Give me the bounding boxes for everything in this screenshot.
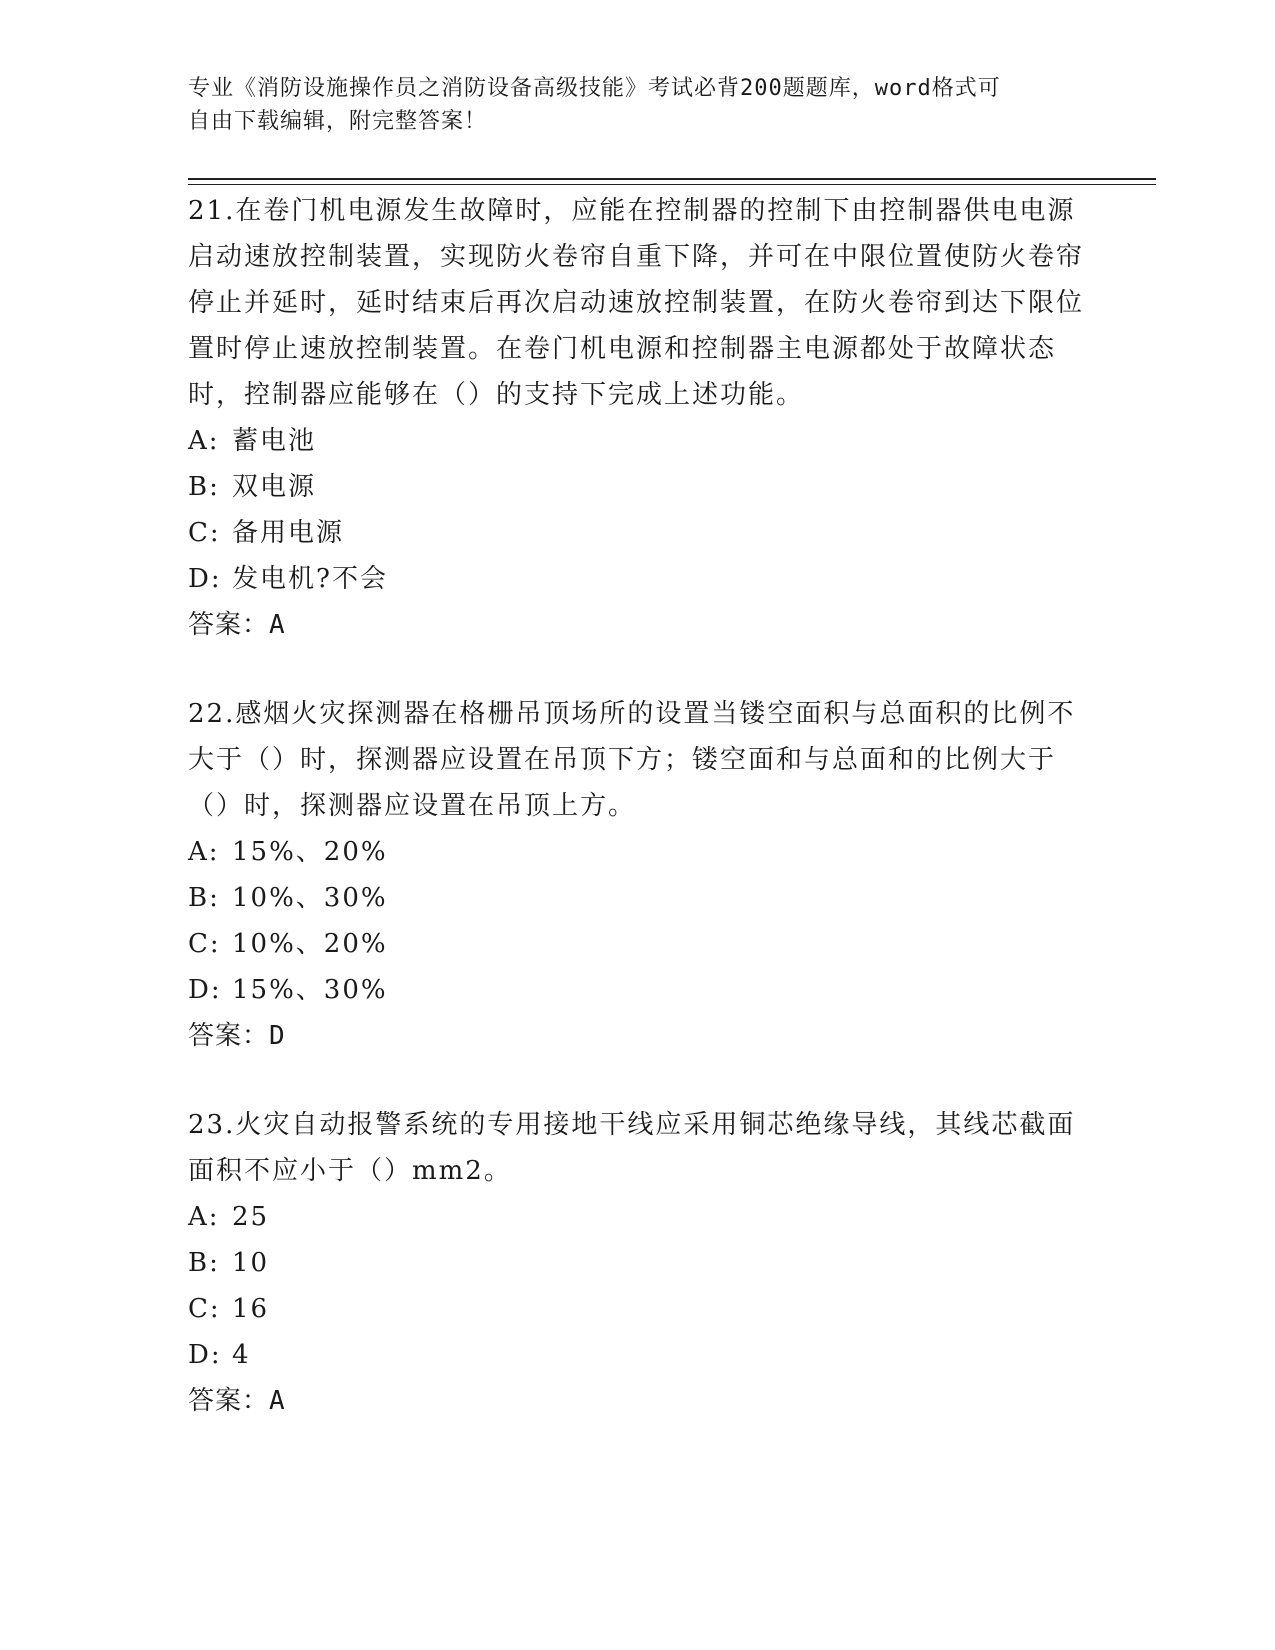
option-b xyxy=(188,1240,1088,1286)
answer-line: 答案：A xyxy=(188,610,286,640)
option-letter: C: xyxy=(188,518,221,548)
option-text: 蓄电池 xyxy=(232,426,317,456)
option-c xyxy=(188,1286,1088,1332)
question-stem: 23.火灾自动报警系统的专用接地干线应采用铜芯绝缘导线，其线芯截面面积不应小于（）mm2。 xyxy=(188,1110,1076,1186)
option-text: 双电源 xyxy=(232,472,317,502)
option-letter: B: xyxy=(188,883,220,913)
option-letter: D: xyxy=(188,564,222,594)
option-text: 10 xyxy=(232,1248,270,1278)
question-stem: 22.感烟火灾探测器在格栅吊顶场所的设置当镂空面积与总面积的比例不大于（）时，探测器应设置在吊顶下方；镂空面和与总面和的比例大于（）时，探测器应设置在吊顶上方。 xyxy=(188,699,1076,821)
option-a xyxy=(188,1194,1088,1240)
option-text: 10%、30% xyxy=(232,883,388,913)
option-text: 25 xyxy=(232,1202,270,1232)
option-letter: C: xyxy=(188,929,221,959)
option-a xyxy=(188,829,1088,875)
option-text: 16 xyxy=(232,1294,270,1324)
question-22 xyxy=(188,691,1088,1059)
question-23 xyxy=(188,1102,1088,1424)
option-letter: D: xyxy=(188,1340,222,1370)
option-letter: D: xyxy=(188,975,222,1005)
option-letter: C: xyxy=(188,1294,221,1324)
option-c xyxy=(188,510,1088,556)
header-line-2: 自由下载编辑，附完整答案！ xyxy=(188,109,488,134)
option-letter: A: xyxy=(188,837,220,867)
option-text: 发电机?不会 xyxy=(232,564,388,594)
option-b xyxy=(188,464,1088,510)
option-text: 15%、20% xyxy=(232,837,388,867)
answer-line: 答案：D xyxy=(188,1021,286,1051)
option-d xyxy=(188,556,1088,602)
option-letter: A: xyxy=(188,426,220,456)
option-d xyxy=(188,967,1088,1013)
option-text: 10%、20% xyxy=(232,929,388,959)
answer-line: 答案：A xyxy=(188,1386,286,1416)
question-stem: 21.在卷门机电源发生故障时，应能在控制器的控制下由控制器供电电源启动速放控制装置，实现防火卷帘自重下降，并可在中限位置使防火卷帘停止并延时，延时结束后再次启动速放控制装置，在防火卷帘到达下限位置时停止速放控制装置。在卷门机电源和控制器主电源都处于故障状态时，控制器应能够在（）的支持下完成上述功能。 xyxy=(188,196,1085,410)
header-line-1: 专业《消防设施操作员之消防设备高级技能》考试必背200题题库，word格式可 xyxy=(188,76,1001,101)
option-letter: B: xyxy=(188,1248,220,1278)
option-d xyxy=(188,1332,1088,1378)
option-b xyxy=(188,875,1088,921)
option-c xyxy=(188,921,1088,967)
option-letter: B: xyxy=(188,472,220,502)
question-21 xyxy=(188,188,1088,648)
option-a xyxy=(188,418,1088,464)
header-divider-thin xyxy=(188,184,1156,185)
option-letter: A: xyxy=(188,1202,220,1232)
option-text: 备用电源 xyxy=(232,518,345,548)
header-divider-thick xyxy=(188,178,1156,180)
option-text: 15%、30% xyxy=(232,975,388,1005)
option-text: 4 xyxy=(232,1340,251,1370)
document-header xyxy=(188,72,1088,138)
